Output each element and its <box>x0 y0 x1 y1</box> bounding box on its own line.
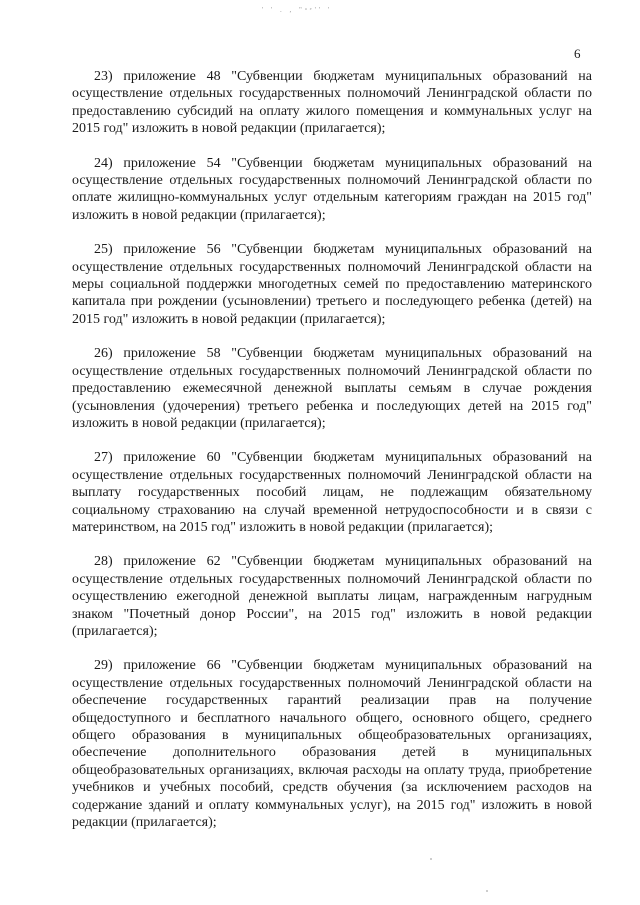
page-number: 6 <box>574 46 581 61</box>
paragraph-item-24: 24) приложение 54 "Субвенции бюджетам муниципальных образований на осуществление отдельных государственных полномочий Ленинградской области по оплате жилищно-коммунальных услуг отдельным категориям граждан на 2015 год" изложить в новой редакции (прилагается); <box>72 155 592 223</box>
scan-speck <box>486 890 488 892</box>
paragraph-item-23: 23) приложение 48 "Субвенции бюджетам муниципальных образований на осуществление отдельных государственных полномочий Ленинградской области по предоставлению субсидий на оплату жилого помещения и коммунальных услуг на 2015 год" изложить в новой редакции (прилагается); <box>72 69 592 137</box>
paragraph-item-27: 27) приложение 60 "Субвенции бюджетам муниципальных образований на осуществление отдельных государственных полномочий Ленинградской области на выплату государственных пособий лицам, не подлежащим обязательному социальному страхованию на случай временной нетрудоспособности и в связи с материнством, на 2015 год" изложить в новой редакции (прилагается); <box>72 450 592 535</box>
scan-speck <box>430 858 432 860</box>
paragraph-item-28: 28) приложение 62 "Субвенции бюджетам муниципальных образований на осуществление отдельных государственных полномочий Ленинградской области по осуществлению ежегодной денежной выплаты лицам, награжденным нагрудным знаком "Почетный донор России", на 2015 год" изложить в новой редакции (прилагается); <box>72 554 592 639</box>
paragraph-item-29: 29) приложение 66 "Субвенции бюджетам муниципальных образований на осуществление отдельных государственных полномочий Ленинградской области на обеспечение государственных гарантий реализации прав на получение общедоступного и бесплатного начального общего, основного общего, среднего общего образования в муниципальных общеобразовательных организациях, обеспечение дополнительного образования детей в муниципальных общеобразовательных организациях, включая расходы на оплату труда, приобретение учебников и учебных пособий, средств обучения (за исключением расходов на содержание зданий и оплату коммунальных услуг), на 2015 год" изложить в новой редакции (прилагается); <box>72 658 592 831</box>
paragraph-item-25: 25) приложение 56 "Субвенции бюджетам муниципальных образований на осуществление отдельных государственных полномочий Ленинградской области на меры социальной поддержки многодетных семей по предоставлению материнского капитала при рождении (усыновлении) третьего и последующего ребенка (детей) на 2015 год" изложить в новой редакции (прилагается); <box>72 242 592 327</box>
scan-artifact: ' ' . , "ᵃᵉ'' ' <box>262 6 333 14</box>
paragraph-item-26: 26) приложение 58 "Субвенции бюджетам муниципальных образований на осуществление отдельных государственных полномочий Ленинградской области по предоставлению ежемесячной денежной выплаты семьям в случае рождения (усыновления (удочерения) третьего ребенка и последующих детей на 2015 год" изложить в новой редакции (прилагается); <box>72 346 592 431</box>
document-body <box>72 68 592 848</box>
